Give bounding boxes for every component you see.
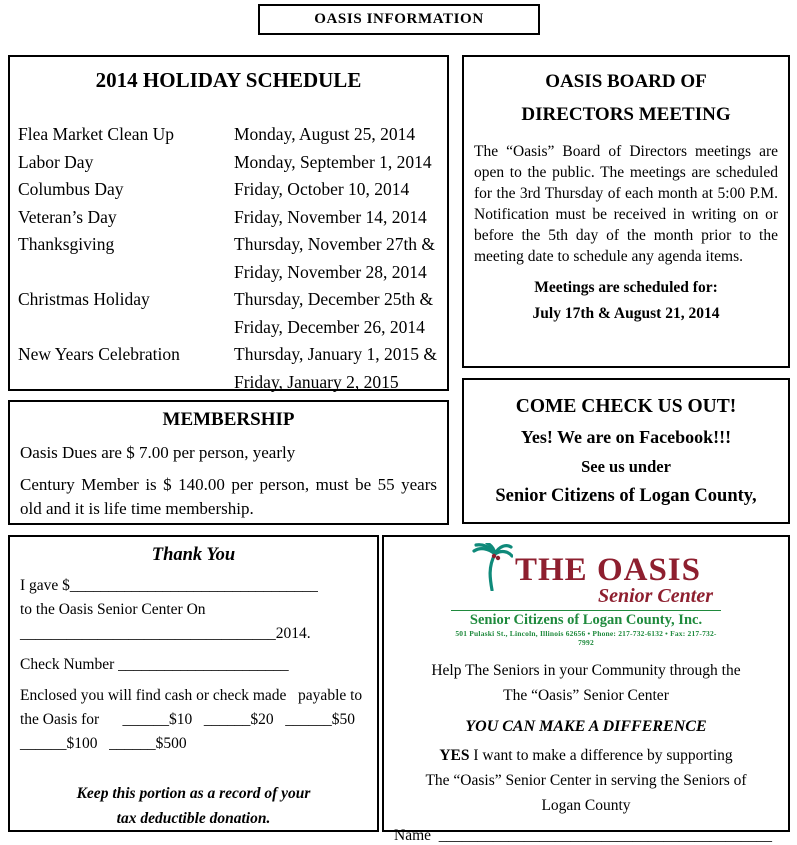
facebook-line3: See us under bbox=[581, 456, 671, 476]
thank-you-panel bbox=[8, 535, 379, 832]
membership-panel bbox=[8, 400, 449, 525]
holiday-row bbox=[16, 341, 441, 396]
appeal-yes: YES bbox=[439, 747, 470, 765]
name-blank-line: Name ___________________________________________ bbox=[394, 826, 773, 844]
holiday-date: Thursday, January 1, 2015 & bbox=[234, 344, 437, 364]
holiday-dates bbox=[234, 341, 441, 396]
gave-amount-line: I gave $________________________________ bbox=[20, 577, 318, 594]
holiday-date: Monday, August 25, 2014 bbox=[234, 124, 416, 144]
appeal-slogan: YOU CAN MAKE A DIFFERENCE bbox=[465, 717, 707, 735]
holiday-row bbox=[16, 149, 441, 177]
holiday-date: Thursday, November 27th & bbox=[234, 234, 436, 254]
appeal-line4 bbox=[394, 744, 778, 769]
oasis-logo-panel bbox=[382, 535, 790, 844]
holiday-name: Veteran’s Day bbox=[18, 206, 117, 227]
board-scheduled-label: Meetings are scheduled for: bbox=[534, 278, 718, 296]
board-body-text: The “Oasis” Board of Directors meetings are open to the public. The meetings are scheduled for the 3rd Thursday of each month at 5:00 P.M. Notification must be received in writing on or before the 5th day of the month prior to the meeting date to schedule any agenda items. bbox=[474, 142, 778, 265]
board-scheduled-dates: July 17th & August 21, 2014 bbox=[532, 304, 720, 322]
membership-century-line: Century Member is $ 140.00 per person, must be 55 years old and it is life time membership. bbox=[20, 475, 437, 518]
logo-organization: Senior Citizens of Logan County, Inc. bbox=[451, 610, 721, 629]
facebook-line4: Senior Citizens of Logan County, bbox=[495, 485, 757, 506]
holiday-dates bbox=[234, 149, 441, 177]
appeal-line6: Logan County bbox=[541, 796, 631, 814]
holiday-name: Thanksgiving bbox=[18, 234, 115, 254]
date-blank-line: _________________________________2014. bbox=[20, 625, 311, 643]
enclosed-amounts-line2: ______$100 ______$500 bbox=[20, 735, 187, 753]
membership-dues-line: Oasis Dues are $ 7.00 per person, yearly bbox=[20, 443, 296, 462]
appeal-line1: Help The Seniors in your Community through the bbox=[431, 662, 741, 679]
holiday-dates bbox=[234, 231, 441, 286]
holiday-date: Friday, November 28, 2014 bbox=[234, 261, 427, 282]
page-header-box bbox=[258, 4, 540, 35]
gave-to-line: to the Oasis Senior Center On bbox=[20, 601, 206, 619]
logo-subtitle: Senior Center bbox=[597, 585, 713, 607]
holiday-schedule-panel bbox=[8, 55, 449, 391]
enclosed-amounts-line1: the Oasis for ______$10 ______$20 ______$50 bbox=[20, 711, 355, 729]
holiday-name: Columbus Day bbox=[18, 179, 124, 199]
holiday-name: New Years Celebration bbox=[18, 344, 180, 364]
holiday-name: Labor Day bbox=[18, 151, 94, 172]
oasis-logo bbox=[451, 543, 721, 647]
holiday-name: Flea Market Clean Up bbox=[18, 124, 174, 144]
logo-address: 501 Pulaski St., Lincoln, Illinois 62656 • Phone: 217-732-6132 • Fax: 217-732-7992 bbox=[455, 629, 717, 647]
holiday-dates bbox=[234, 286, 441, 341]
keep-portion-line1: Keep this portion as a record of your bbox=[76, 785, 311, 803]
holiday-row bbox=[16, 176, 441, 204]
holiday-row bbox=[16, 121, 441, 149]
keep-portion-note bbox=[20, 782, 367, 832]
facebook-line1: COME CHECK US OUT! bbox=[515, 395, 737, 417]
board-meeting-panel bbox=[462, 55, 790, 368]
appeal-line2: The “Oasis” Senior Center bbox=[503, 686, 669, 704]
holiday-date: Friday, January 2, 2015 bbox=[234, 371, 399, 392]
holiday-name: Christmas Holiday bbox=[18, 289, 150, 309]
holiday-date: Friday, November 14, 2014 bbox=[234, 206, 427, 227]
check-number-line: Check Number ______________________ bbox=[20, 656, 289, 674]
membership-title: MEMBERSHIP bbox=[162, 409, 295, 430]
board-title-line2: DIRECTORS MEETING bbox=[521, 104, 731, 126]
holiday-date: Monday, September 1, 2014 bbox=[234, 151, 432, 172]
palm-tree-icon bbox=[471, 543, 513, 591]
board-title-line1: OASIS BOARD OF bbox=[545, 71, 707, 92]
appeal-line4-rest: I want to make a difference by supporting bbox=[469, 747, 733, 765]
logo-title: THE OASIS bbox=[515, 552, 701, 588]
thank-you-title: Thank You bbox=[151, 545, 236, 565]
holiday-dates bbox=[234, 176, 441, 204]
holiday-dates bbox=[234, 121, 441, 149]
keep-portion-line2: tax deductible donation. bbox=[116, 809, 271, 827]
holiday-dates bbox=[234, 204, 441, 232]
holiday-row bbox=[16, 286, 441, 341]
facebook-panel bbox=[462, 378, 790, 524]
enclosed-line1: Enclosed you will find cash or check made payable to bbox=[20, 687, 363, 705]
holiday-row bbox=[16, 231, 441, 286]
holiday-date: Thursday, December 25th & bbox=[234, 289, 434, 309]
holiday-date: Friday, December 26, 2014 bbox=[234, 316, 425, 337]
appeal-line5: The “Oasis” Senior Center in serving the Seniors of bbox=[425, 771, 747, 789]
holiday-date: Friday, October 10, 2014 bbox=[234, 179, 410, 199]
holiday-row bbox=[16, 204, 441, 232]
page-title: OASIS INFORMATION bbox=[314, 11, 484, 27]
facebook-line2: Yes! We are on Facebook!!! bbox=[520, 426, 732, 447]
holiday-schedule-title: 2014 HOLIDAY SCHEDULE bbox=[95, 68, 362, 92]
